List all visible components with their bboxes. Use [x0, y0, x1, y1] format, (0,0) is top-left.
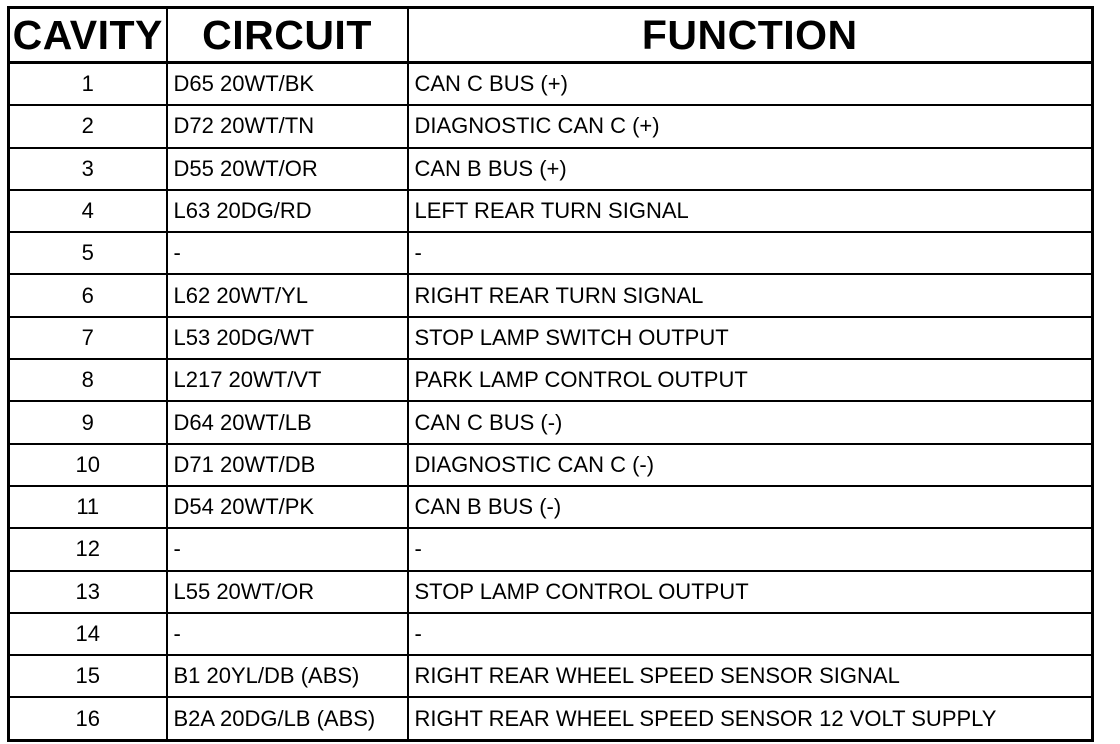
- circuit-cell: -: [167, 232, 408, 274]
- circuit-cell: L63 20DG/RD: [167, 190, 408, 232]
- table-row: [9, 444, 1093, 486]
- function-cell: CAN B BUS (+): [408, 148, 1093, 190]
- circuit-cell: D54 20WT/PK: [167, 486, 408, 528]
- circuit-cell: B1 20YL/DB (ABS): [167, 655, 408, 697]
- cavity-cell: 9: [9, 401, 167, 443]
- circuit-cell: L62 20WT/YL: [167, 274, 408, 316]
- circuit-cell: D72 20WT/TN: [167, 105, 408, 147]
- table-row: [9, 571, 1093, 613]
- connector-pinout-table: [7, 6, 1094, 742]
- table-row: [9, 105, 1093, 147]
- table-row: [9, 697, 1093, 740]
- function-cell: DIAGNOSTIC CAN C (-): [408, 444, 1093, 486]
- cavity-cell: 10: [9, 444, 167, 486]
- function-cell: DIAGNOSTIC CAN C (+): [408, 105, 1093, 147]
- circuit-cell: L53 20DG/WT: [167, 317, 408, 359]
- cavity-cell: 2: [9, 105, 167, 147]
- table-row: [9, 317, 1093, 359]
- function-cell: -: [408, 528, 1093, 570]
- table-header: [9, 8, 1093, 63]
- table-row: [9, 359, 1093, 401]
- cavity-cell: 13: [9, 571, 167, 613]
- circuit-cell: D64 20WT/LB: [167, 401, 408, 443]
- column-header-circuit: CIRCUIT: [167, 8, 408, 63]
- table-row: [9, 655, 1093, 697]
- function-cell: CAN C BUS (+): [408, 63, 1093, 106]
- cavity-cell: 5: [9, 232, 167, 274]
- circuit-cell: L217 20WT/VT: [167, 359, 408, 401]
- function-cell: STOP LAMP CONTROL OUTPUT: [408, 571, 1093, 613]
- cavity-cell: 4: [9, 190, 167, 232]
- table-row: [9, 401, 1093, 443]
- cavity-cell: 3: [9, 148, 167, 190]
- table-row: [9, 232, 1093, 274]
- function-cell: RIGHT REAR WHEEL SPEED SENSOR 12 VOLT SUPPLY: [408, 697, 1093, 740]
- cavity-cell: 12: [9, 528, 167, 570]
- cavity-cell: 15: [9, 655, 167, 697]
- function-cell: -: [408, 232, 1093, 274]
- table-row: [9, 63, 1093, 106]
- cavity-cell: 14: [9, 613, 167, 655]
- circuit-cell: D55 20WT/OR: [167, 148, 408, 190]
- cavity-cell: 7: [9, 317, 167, 359]
- circuit-cell: B2A 20DG/LB (ABS): [167, 697, 408, 740]
- table-row: [9, 148, 1093, 190]
- table-row: [9, 190, 1093, 232]
- function-cell: -: [408, 613, 1093, 655]
- cavity-cell: 16: [9, 697, 167, 740]
- header-row: [9, 8, 1093, 63]
- table-row: [9, 528, 1093, 570]
- table-row: [9, 613, 1093, 655]
- cavity-cell: 1: [9, 63, 167, 106]
- cavity-cell: 8: [9, 359, 167, 401]
- circuit-cell: D71 20WT/DB: [167, 444, 408, 486]
- function-cell: PARK LAMP CONTROL OUTPUT: [408, 359, 1093, 401]
- column-header-cavity: CAVITY: [9, 8, 167, 63]
- function-cell: RIGHT REAR TURN SIGNAL: [408, 274, 1093, 316]
- function-cell: CAN B BUS (-): [408, 486, 1093, 528]
- circuit-cell: D65 20WT/BK: [167, 63, 408, 106]
- function-cell: STOP LAMP SWITCH OUTPUT: [408, 317, 1093, 359]
- function-cell: CAN C BUS (-): [408, 401, 1093, 443]
- circuit-cell: L55 20WT/OR: [167, 571, 408, 613]
- circuit-cell: -: [167, 528, 408, 570]
- function-cell: LEFT REAR TURN SIGNAL: [408, 190, 1093, 232]
- cavity-cell: 6: [9, 274, 167, 316]
- circuit-cell: -: [167, 613, 408, 655]
- table-row: [9, 486, 1093, 528]
- cavity-cell: 11: [9, 486, 167, 528]
- table-body: [9, 63, 1093, 741]
- table-row: [9, 274, 1093, 316]
- column-header-function: FUNCTION: [408, 8, 1093, 63]
- function-cell: RIGHT REAR WHEEL SPEED SENSOR SIGNAL: [408, 655, 1093, 697]
